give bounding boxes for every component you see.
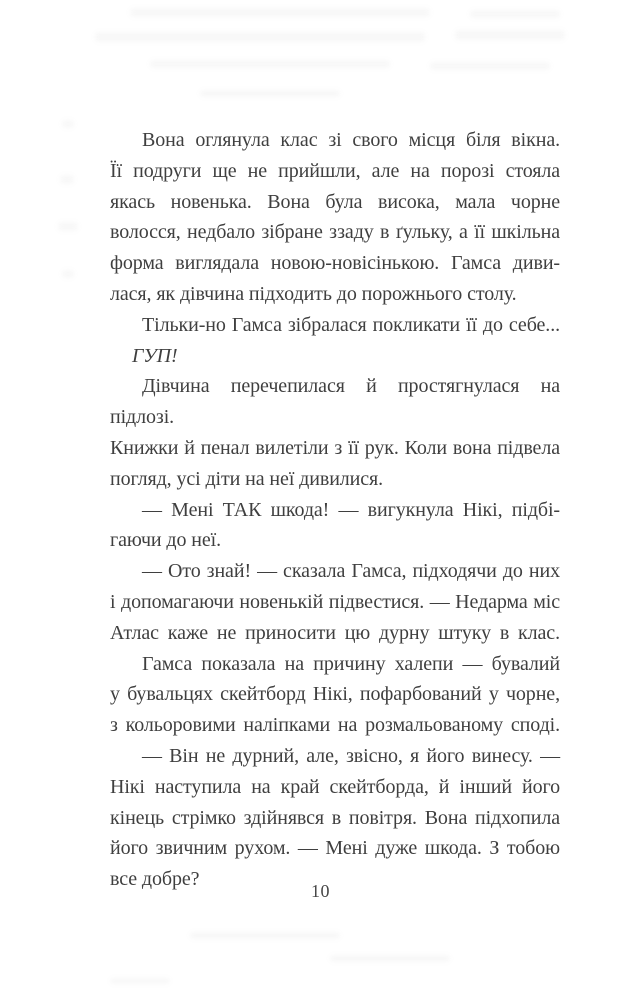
showthrough-mark (150, 60, 390, 68)
showthrough-mark (470, 10, 560, 18)
showthrough-mark (95, 32, 425, 42)
text-line: Дівчина перечепилася й простягнулася на підлозі. (110, 375, 560, 429)
text-line: лася, як дівчина підходить до порожнього столу. (110, 282, 517, 305)
paragraph (110, 341, 560, 372)
paragraph (110, 125, 560, 310)
showthrough-mark (455, 30, 565, 40)
text-line: Її подруги ще не прийшли, але на порозі стояла (110, 159, 560, 182)
paragraph (110, 495, 560, 557)
text-line: — Він не дурний, але, звісно, я його винесу. — (142, 744, 560, 767)
paragraph (110, 649, 560, 741)
page-number: 10 (311, 881, 330, 901)
body-text (110, 125, 560, 895)
text-line: Гамса показала на причину халепи — бувалий (142, 652, 560, 675)
showthrough-mark (200, 90, 340, 97)
paragraph (110, 310, 560, 341)
text-line: у бувальцях скейтборд Нікі, пофарбований у чорне, (110, 683, 560, 706)
showthrough-mark (62, 270, 74, 278)
text-line: його звичним рухом. — Мені дуже шкода. З тобою (110, 837, 560, 860)
showthrough-mark (62, 120, 74, 128)
showthrough-mark (330, 955, 450, 962)
text-line: Книжки й пенал вилетіли з її рук. Коли вона підвела (110, 436, 560, 459)
text-line: — Мені ТАК шкода! — вигукнула Нікі, підбі- (142, 498, 560, 521)
text-line: гаючи до неї. (110, 529, 222, 552)
text-line: Нікі наступила на край скейтборда, й інший його (110, 775, 560, 798)
text-line: Вона оглянула клас зі свого місця біля вікна. (142, 129, 560, 151)
text-line: кінець стрімко здійнявся в повітря. Вона підхопила (110, 806, 560, 829)
showthrough-mark (110, 978, 170, 984)
text-line: Атлас каже не приносити цю дурну штуку в клас. (110, 621, 560, 644)
paragraph (110, 371, 560, 494)
text-line: і допомагаючи новенькій підвестися. — Недарма міс (110, 590, 560, 613)
text-line: з кольоровими наліпками на розмальованому споді. (110, 714, 560, 737)
showthrough-mark (58, 222, 78, 231)
text-line: — Ото знай! — сказала Гамса, підходячи до них (142, 560, 560, 583)
paragraph (110, 556, 560, 648)
showthrough-mark (130, 8, 430, 17)
text-line: Тільки-но Гамса зібралася покликати її до себе... (142, 313, 560, 336)
showthrough-mark (60, 175, 74, 184)
paragraph (110, 741, 560, 895)
text-line: волосся, недбало зібране ззаду в ґульку, а її шкільна (110, 221, 560, 244)
text-line: ГУП! (132, 344, 178, 367)
text-line: форма виглядала новою-новісінькою. Гамса диви- (110, 252, 560, 275)
text-line: погляд, усі діти на неї дивилися. (110, 467, 384, 490)
text-line: все добре? (110, 868, 200, 891)
showthrough-mark (190, 932, 340, 939)
text-line: якась новенька. Вона була висока, мала чорне (110, 190, 560, 213)
showthrough-mark (430, 62, 550, 70)
